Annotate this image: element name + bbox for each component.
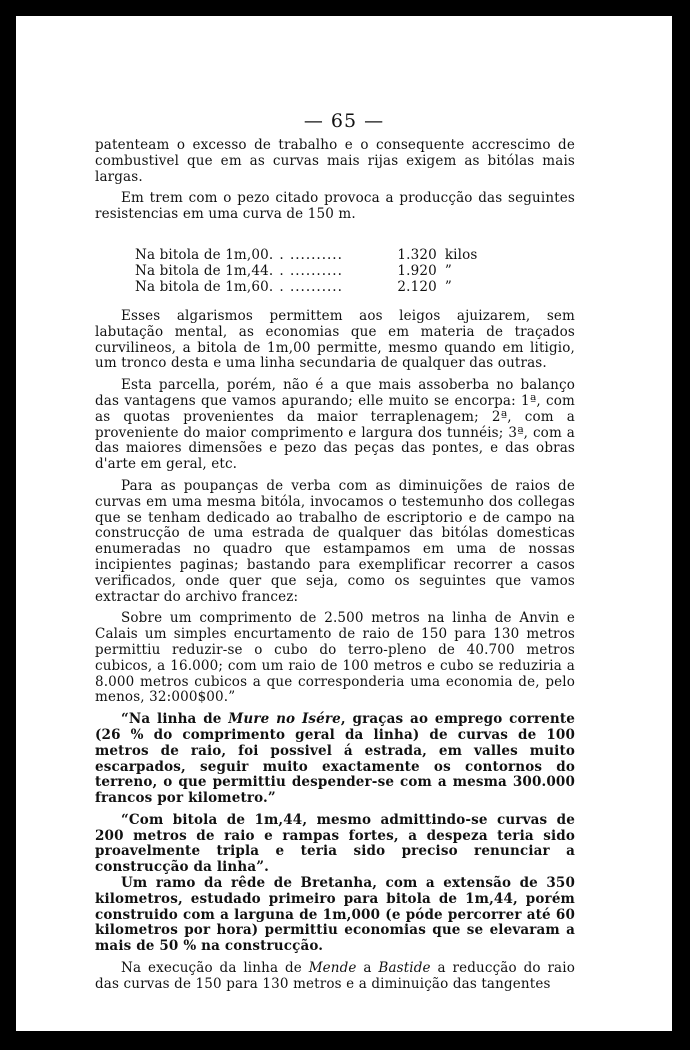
table-row xyxy=(135,247,477,263)
row-label: Na bitola de 1m,60 xyxy=(135,278,269,295)
row-label: Na bitola de 1m,00 xyxy=(135,246,269,263)
text-run: , graças ao emprego corrente (26 % do comprimento geral da linha) de curvas de 100 metros de raio, foi possivel á estrada, em valles muito escarpados, seguir muito exactamente os contornos do terreno, o que permittiu despender-se com a mesma 300.000 francos por kilometro.” xyxy=(95,711,575,807)
table-row xyxy=(135,263,477,279)
paragraph: Esta parcella, porém, não é a que mais assoberba no balanço das vantagens que vamos apurando; elle muito se encorpa: 1ª, com as quotas provenientes da maior terraplenagem; 2ª, com a proveniente do maior comprimento e largura dos tunnéis; 3ª, com a das maiores dimensões e pezo das peças das pontes, e das obras d'arte em geral, etc. xyxy=(95,377,575,473)
paragraph xyxy=(95,712,575,807)
paragraph: “Com bitola de 1m,44, mesmo admittindo-se curvas de 200 metros de raio e rampas fortes, a despeza teria sido proavelmente tripla e teria sido preciso renunciar a construcção da linha”. xyxy=(95,811,575,876)
place-name: Mende xyxy=(308,960,357,977)
resistance-table xyxy=(135,247,477,295)
paragraph xyxy=(95,961,575,993)
place-name: Mure no Isére xyxy=(228,711,341,728)
text-run: a reducção do raio das curvas de 150 para 130 metros e a diminuição das tangentes xyxy=(95,960,575,992)
row-value: 2.120 xyxy=(397,278,437,295)
text-run: Na execução da linha de xyxy=(121,960,309,977)
row-unit: ” xyxy=(444,262,452,279)
paragraph: Em trem com o pezo citado provoca a producção das seguintes resistencias em uma curva de 150 m. xyxy=(95,190,575,223)
row-leader: . . .......... xyxy=(268,246,343,263)
row-label: Na bitola de 1m,44 xyxy=(135,262,269,279)
paragraph: Um ramo da rêde de Bretanha, com a extensão de 350 kilometros, estudado primeiro para bitola de 1m,44, porém construido com a larguna de 1m,000 (e póde percorrer até 60 kilometros por hora) permittiu economias que se elevaram a mais de 50 % na construcção. xyxy=(95,875,575,955)
row-value: 1.320 xyxy=(397,246,437,263)
paragraph: Esses algarismos permittem aos leigos ajuizarem, sem labutação mental, as economias que em materia de traçados curvilineos, a bitola de 1m,00 permitte, mesmo quando em litigio, um tronco desta e uma linha secundaria de qualquer das outras. xyxy=(95,307,575,372)
row-leader: . . .......... xyxy=(268,262,343,279)
paragraph: Sobre um comprimento de 2.500 metros na linha de Anvin e Calais um simples encurtamento de raio de 150 para 130 metros permittiu reduzir-se o cubo do terro-pleno de 40.700 metros cubicos, a 16.000; com um raio de 100 metros e cubo se reduziria a 8.000 metros cubicos a que corresponderia uma economia de, pelo menos, 32:000$00.” xyxy=(95,610,575,706)
page-number: — 65 — xyxy=(303,110,385,132)
paragraph: patenteam o excesso de trabalho e o consequente accrescimo de combustivel que em as curvas mais rijas exigem as bitólas mais largas. xyxy=(95,137,575,185)
place-name: Bastide xyxy=(378,960,431,977)
table-row xyxy=(135,279,477,295)
row-unit: kilos xyxy=(444,246,478,263)
row-unit: ” xyxy=(444,278,452,295)
row-value: 1.920 xyxy=(397,262,437,279)
paragraph: Para as poupanças de verba com as diminuições de raios de curvas em uma mesma bitóla, invocamos o testemunho dos collegas que se tenham dedicado ao trabalho de escriptorio e de campo na construcção de uma estrada de qualquer das bitólas domesticas enumeradas no quadro que estampamos em uma de nossas incipientes paginas; bastando para exemplificar recorrer a casos verificados, onde quer que seja, como os seguintes que vamos extractar do archivo francez: xyxy=(95,477,575,605)
text-run: “Na linha de xyxy=(121,711,229,728)
page xyxy=(16,16,672,1031)
text-run: a xyxy=(356,960,379,977)
page-body xyxy=(95,138,575,993)
row-leader: . . .......... xyxy=(268,278,343,295)
